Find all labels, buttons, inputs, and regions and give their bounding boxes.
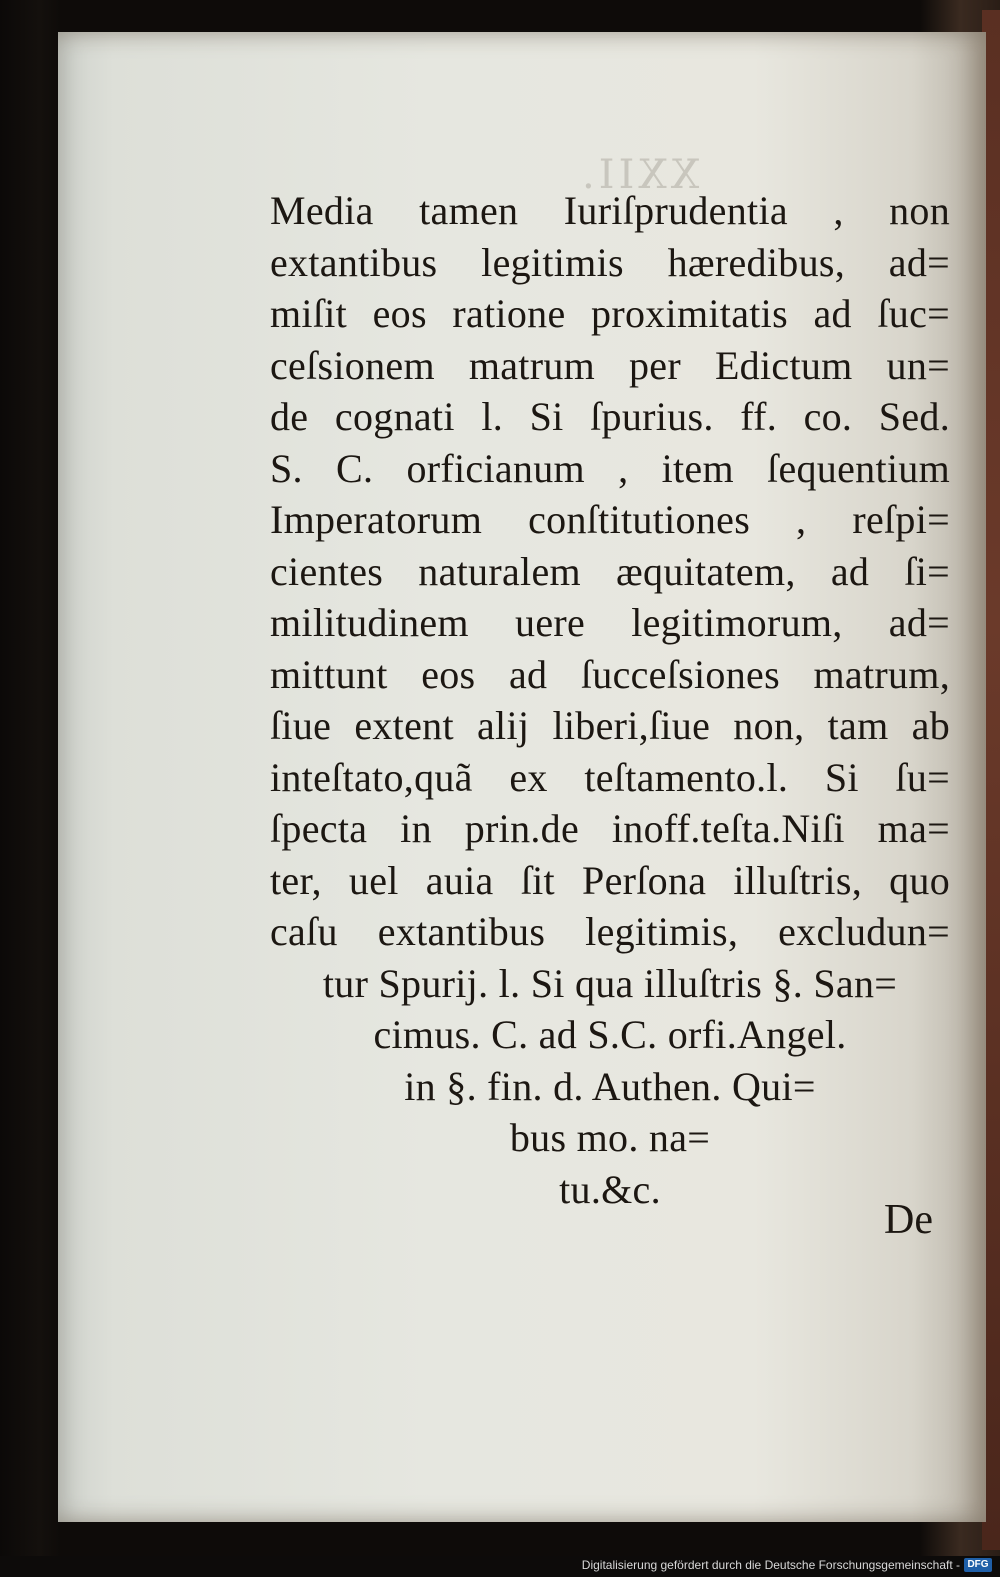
text-line: Imperatorum conſtitutiones , reſpi= [270,497,950,542]
text-line: tu.&c. [559,1166,661,1212]
text-line: ter, uel auia ſit Perſona illuſtris, quo [270,857,950,903]
page-text [270,185,950,1215]
text-line: in §. fin. d. Authen. Qui= [404,1063,816,1109]
catchword: De [884,1197,933,1243]
text-line: bus mo. na= [509,1115,711,1160]
text-line: mittunt eos ad ſucceſsiones matrum, [270,651,950,697]
text-line: tur Spurij. l. Si qua illuſtris §. San= [322,960,898,1006]
digitization-credit: Digitalisierung gefördert durch die Deutsche Forschungsgemeinschaft - [581,1558,960,1572]
text-line: cimus. C. ad S.C. orfi.Angel. [373,1012,847,1057]
text-line: inteſtato,quã ex teſtamento.l. Si ſu= [270,754,950,800]
text-line: ceſsionem matrum per Edictum un= [270,342,950,388]
dfg-logo: DFG [964,1558,992,1572]
text-line: cientes naturalem æquitatem, ad ſi= [270,548,950,594]
text-line: de cognati l. Si ſpurius. ff. co. Sed. [270,394,950,439]
bleed-through-header: XXII. [578,152,700,198]
text-line: ſpecta in prin.de inoff.teſta.Niſi ma= [270,806,950,851]
text-line: ſiue extent alij liberi,ſiue non, tam ab [270,703,950,748]
text-line: miſit eos ratione proximitatis ad ſuc= [270,291,950,336]
text-line: extantibus legitimis hæredibus, ad= [270,239,950,285]
text-line: caſu extantibus legitimis, excludun= [270,909,950,954]
text-line: militudinem uere legitimorum, ad= [270,600,950,645]
text-line: S. C. orficianum , item ſequentium [270,445,950,491]
text-line: Media tamen Iuriſprudentia , non [270,188,950,233]
